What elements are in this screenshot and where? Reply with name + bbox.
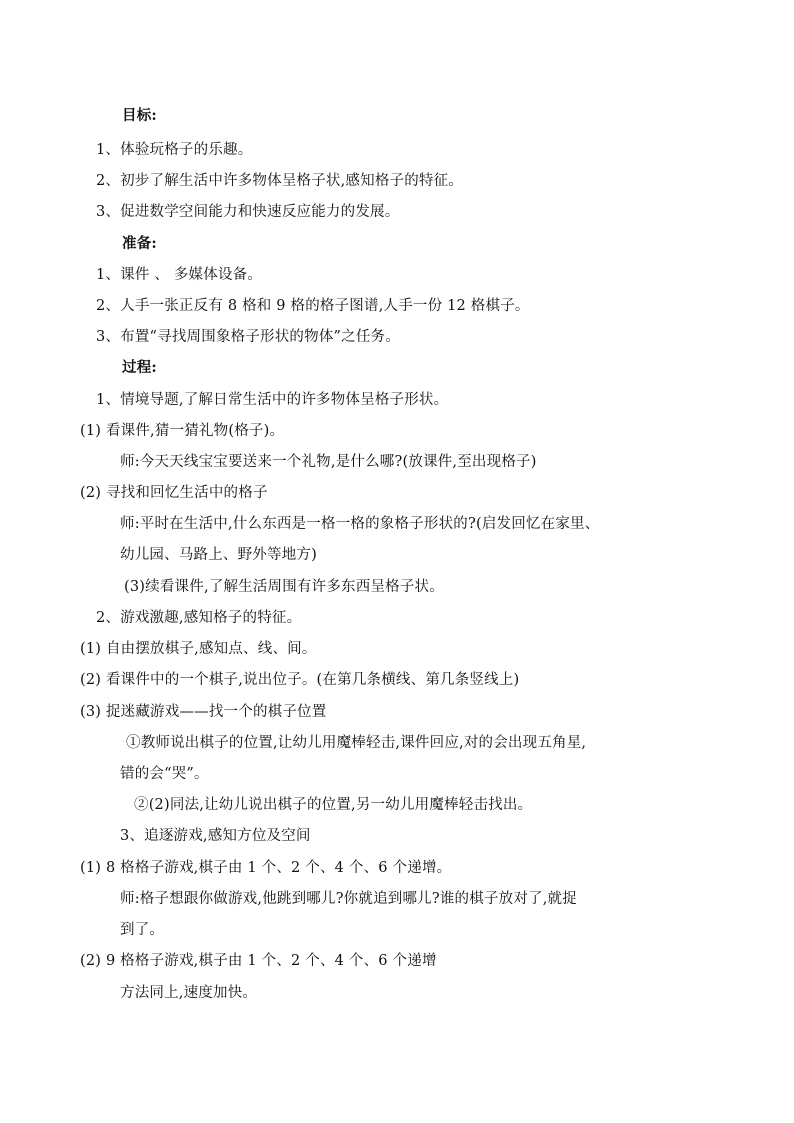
section-heading-goals: 目标: bbox=[122, 107, 157, 124]
process-line-1: 1、情境导题,了解日常生活中的许多物体呈格子形状。 bbox=[96, 392, 449, 408]
process-line-11: (3) 捉迷藏游戏——找一个的棋子位置 bbox=[80, 704, 327, 720]
process-line-17: 师:格子想跟你做游戏,他跳到哪儿?你就追到哪儿?谁的棋子放对了,就捉 bbox=[120, 891, 577, 907]
process-line-14: ②(2)同法,让幼儿说出棋子的位置,另一幼儿用魔棒轻击找出。 bbox=[134, 797, 533, 813]
process-line-9: (1) 自由摆放棋子,感知点、线、间。 bbox=[80, 641, 317, 657]
process-line-16: (1) 8 格格子游戏,棋子由 1 个、2 个、4 个、6 个递增。 bbox=[80, 860, 452, 876]
process-line-13: 错的会“哭”。 bbox=[120, 766, 209, 782]
goal-item-2: 2、初步了解生活中许多物体呈格子状,感知格子的特征。 bbox=[96, 173, 464, 189]
process-line-8: 2、游戏激趣,感知格子的特征。 bbox=[96, 610, 302, 626]
process-line-12: ①教师说出棋子的位置,让幼儿用魔棒轻击,课件回应,对的会出现五角星, bbox=[126, 735, 587, 751]
process-line-5: 师:平时在生活中,什么东西是一格一格的象格子形状的?(启发回忆在家里、 bbox=[120, 516, 600, 532]
goal-item-3: 3、促进数学空间能力和快速反应能力的发展。 bbox=[96, 204, 400, 220]
process-line-19: (2) 9 格格子游戏,棋子由 1 个、2 个、4 个、6 个递增 bbox=[80, 953, 437, 969]
section-heading-preparation: 准备: bbox=[122, 235, 157, 252]
process-line-2: (1) 看课件,猜一猜礼物(格子)。 bbox=[80, 423, 285, 439]
process-line-6: 幼儿园、马路上、野外等地方) bbox=[120, 547, 317, 563]
process-line-20: 方法同上,速度加快。 bbox=[120, 985, 258, 1001]
process-line-15: 3、追逐游戏,感知方位及空间 bbox=[120, 828, 311, 844]
process-line-3: 师:今天天线宝宝要送来一个礼物,是什么哪?(放课件,至出现格子) bbox=[120, 454, 537, 470]
process-line-7: (3)续看课件,了解生活周围有许多东西呈格子状。 bbox=[124, 579, 444, 595]
goal-item-1: 1、体验玩格子的乐趣。 bbox=[96, 142, 253, 158]
preparation-item-3: 3、布置“寻找周围象格子形状的物体”之任务。 bbox=[96, 329, 400, 345]
preparation-item-1: 1、课件 、 多媒体设备。 bbox=[96, 267, 263, 283]
preparation-item-2: 2、人手一张正反有 8 格和 9 格的格子图谱,人手一份 12 格棋子。 bbox=[96, 298, 530, 314]
process-line-10: (2) 看课件中的一个棋子,说出位子。(在第几条横线、第几条竖线上) bbox=[80, 672, 520, 688]
section-heading-process: 过程: bbox=[122, 359, 157, 376]
process-line-18: 到了。 bbox=[120, 922, 165, 938]
process-line-4: (2) 寻找和回忆生活中的格子 bbox=[80, 485, 268, 501]
